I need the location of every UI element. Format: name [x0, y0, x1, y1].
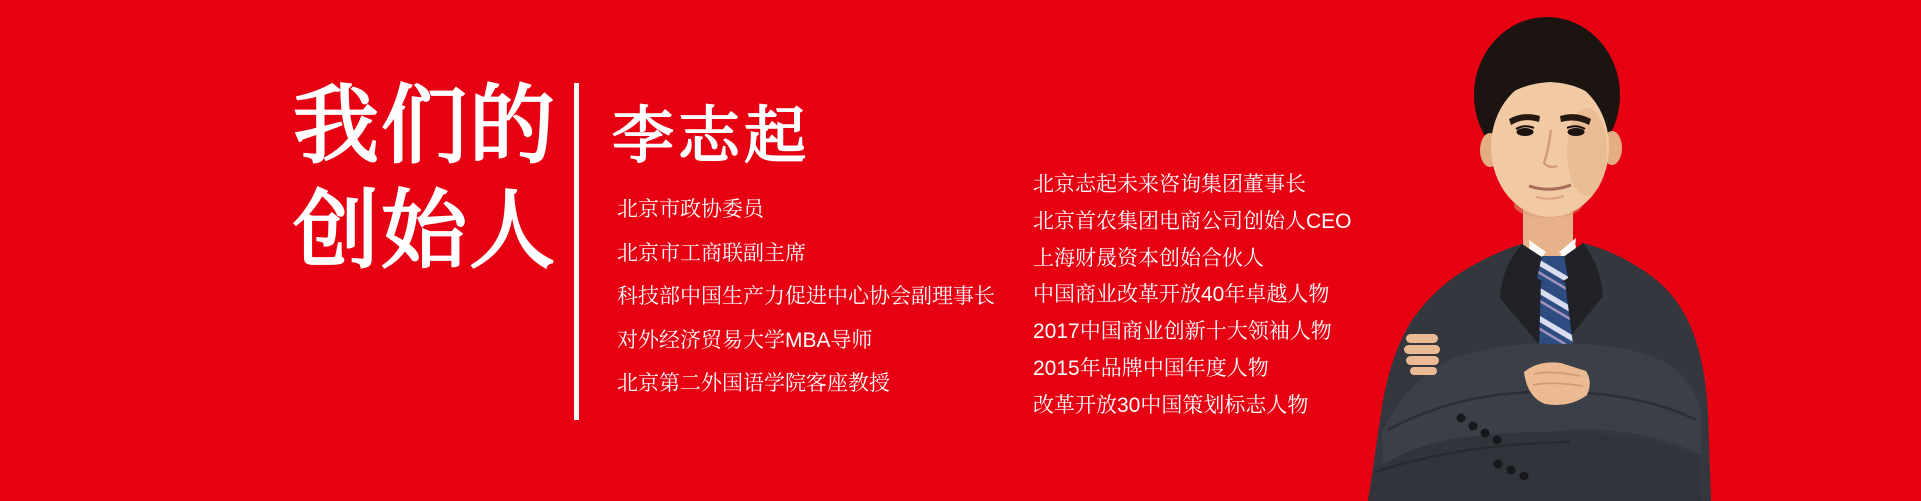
section-title-line1: 我们的 — [293, 78, 557, 174]
role-item: 科技部中国生产力促进中心协会副理事长 — [617, 285, 995, 308]
role-item: 北京市政协委员 — [617, 198, 764, 221]
role-item: 中国商业改革开放40年卓越人物 — [1033, 283, 1330, 307]
role-item: 2015年品牌中国年度人物 — [1033, 356, 1269, 380]
role-item: 对外经济贸易大学MBA导师 — [617, 328, 873, 352]
founder-photo — [1340, 0, 1921, 501]
crossed-arms-shape — [1368, 334, 1702, 501]
role-item: 北京首农集团电商公司创始人CEO — [1033, 209, 1352, 233]
vertical-divider — [574, 83, 579, 420]
role-item: 北京志起未来咨询集团董事长 — [1033, 173, 1306, 196]
role-item: 北京第二外国语学院客座教授 — [617, 372, 890, 395]
section-title-line2: 创始人 — [293, 183, 557, 279]
role-item: 上海财晟资本创始合伙人 — [1033, 246, 1264, 270]
role-item: 2017中国商业创新十大领袖人物 — [1033, 320, 1332, 344]
role-item: 北京市工商联副主席 — [617, 241, 806, 265]
face-shape — [1480, 36, 1622, 260]
section-title — [293, 74, 557, 284]
founder-name: 李志起 — [612, 103, 811, 171]
role-item: 改革开放30中国策划标志人物 — [1033, 393, 1309, 417]
founder-roles-right — [1033, 167, 1352, 425]
founder-roles-left — [617, 188, 995, 406]
